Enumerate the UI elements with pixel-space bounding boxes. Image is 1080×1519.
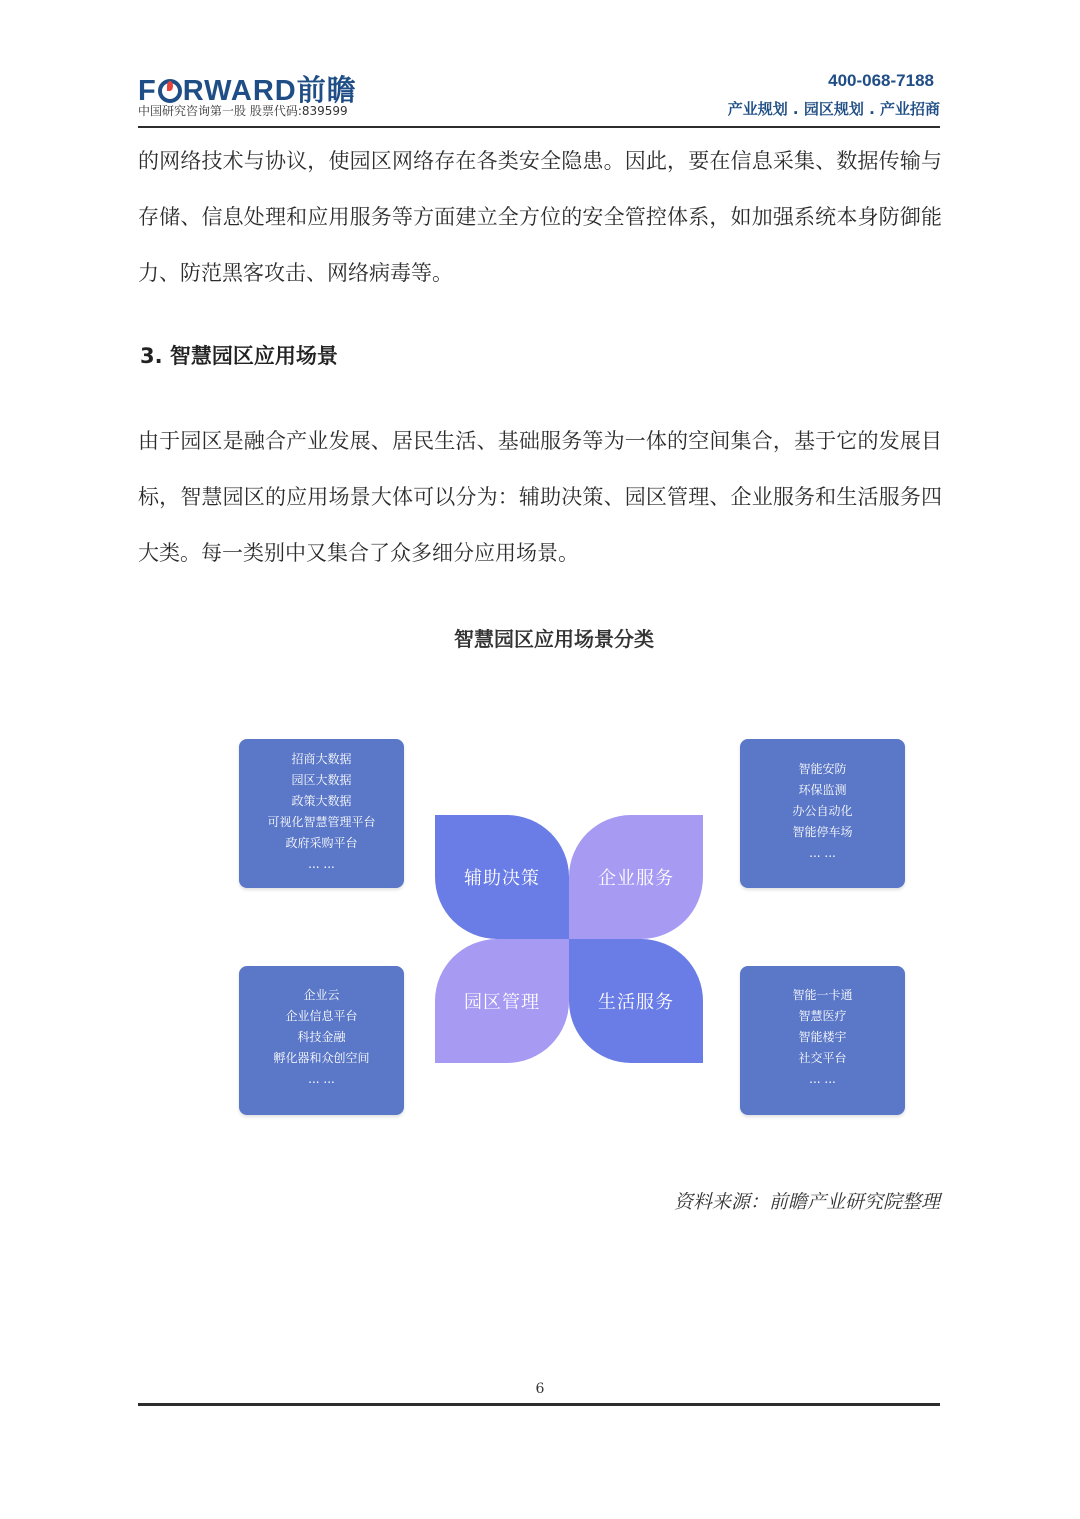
page-number: 6 [535, 1381, 545, 1397]
box-item: 智能安防 [798, 762, 847, 776]
petal-decision-support: 辅助决策 [435, 815, 569, 939]
figure-source: 资料来源：前瞻产业研究院整理 [673, 1191, 940, 1213]
box-item: 智能一卡通 [792, 988, 853, 1002]
globe-icon [158, 79, 182, 103]
enterprise-services-box [740, 739, 905, 888]
header-slogan: 产业规划 . 园区规划 . 产业招商 [727, 100, 940, 118]
header-divider [138, 126, 940, 128]
box-item-ellipsis: ... ... [308, 857, 335, 871]
box-item: 智慧医疗 [798, 1009, 847, 1023]
petal-enterprise-services: 企业服务 [569, 815, 703, 939]
company-tagline: 中国研究咨询第一股 股票代码:839599 [138, 104, 348, 118]
box-item: 智能停车场 [792, 825, 853, 839]
box-item: 科技金融 [297, 1030, 346, 1044]
life-services-box [740, 966, 905, 1115]
box-item: 园区大数据 [291, 773, 352, 787]
box-item: 可视化智慧管理平台 [267, 815, 376, 829]
phone-number: 400-068-7188 [828, 71, 934, 90]
logo-text-rward: RWARD [182, 75, 297, 107]
box-item-ellipsis: ... ... [308, 1072, 335, 1086]
decision-support-box [239, 739, 404, 888]
box-item-ellipsis: ... ... [809, 846, 836, 860]
box-item: 社交平台 [798, 1051, 847, 1065]
box-item: 孵化器和众创空间 [273, 1051, 370, 1065]
section-heading: 3. 智慧园区应用场景 [140, 344, 338, 368]
box-item: 政策大数据 [291, 794, 352, 808]
park-management-box [239, 966, 404, 1115]
paragraph-scenarios: 由于园区是融合产业发展、居民生活、基础服务等为一体的空间集合，基于它的发展目标，智慧园区的应用场景大体可以分为：辅助决策、园区管理、企业服务和生活服务四大类。每一类别中又集合了众多细分应用场景。 [138, 429, 942, 565]
logo-text-f: F [138, 75, 157, 107]
box-item: 环保监测 [798, 783, 847, 797]
box-item: 政府采购平台 [285, 836, 358, 850]
footer-divider [138, 1403, 940, 1406]
box-item: 企业信息平台 [285, 1009, 358, 1023]
figure-title: 智慧园区应用场景分类 [454, 627, 654, 651]
box-item: 企业云 [303, 988, 340, 1002]
box-item: 招商大数据 [291, 752, 352, 766]
box-item: 智能楼宇 [798, 1030, 847, 1044]
petal-life-services: 生活服务 [569, 939, 703, 1063]
petal-park-management: 园区管理 [435, 939, 569, 1063]
paragraph-security: 的网络技术与协议，使园区网络存在各类安全隐患。因此，要在信息采集、数据传输与存储、信息处理和应用服务等方面建立全方位的安全管控体系，如加强系统本身防御能力、防范黑客攻击、网络病毒等。 [138, 149, 942, 285]
box-item-ellipsis: ... ... [809, 1072, 836, 1086]
box-item: 办公自动化 [792, 804, 853, 818]
logo-text-cn: 前瞻 [296, 73, 357, 107]
